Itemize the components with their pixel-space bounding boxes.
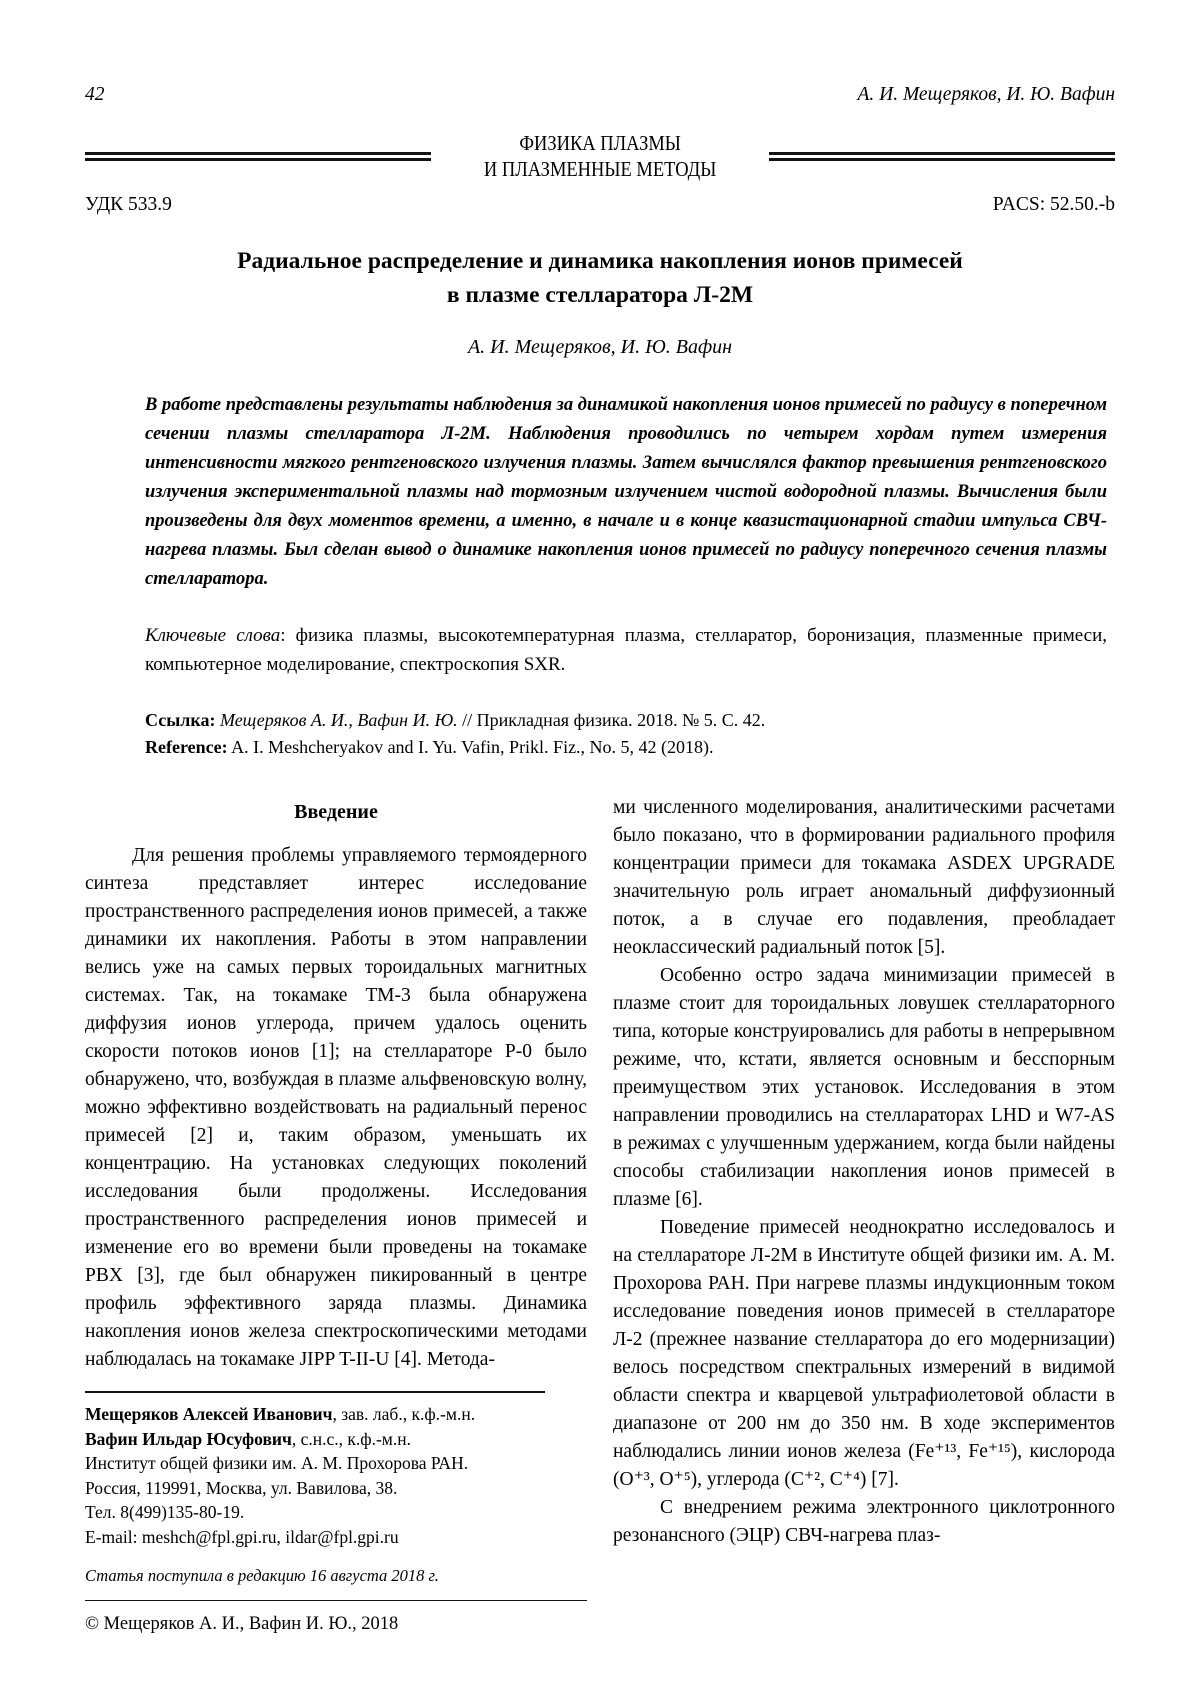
left-column xyxy=(85,794,587,1638)
author-info-line xyxy=(85,1402,587,1427)
author-info xyxy=(85,1402,587,1549)
author-name: Вафин Ильдар Юсуфович xyxy=(85,1428,292,1449)
received-date: Статья поступила в редакцию 16 августа 2018 г. xyxy=(85,1566,439,1585)
running-head xyxy=(85,84,1115,106)
banner-rule-left xyxy=(85,152,431,161)
section-title xyxy=(455,130,746,182)
section-title-line1: ФИЗИКА ПЛАЗМЫ xyxy=(519,131,681,155)
body-columns xyxy=(85,794,1115,1638)
running-head-authors: А. И. Мещеряков, И. Ю. Вафин xyxy=(857,84,1115,105)
keywords xyxy=(145,621,1107,679)
article-title-line2: в плазме стелларатора Л-2М xyxy=(446,282,754,308)
section-banner xyxy=(85,130,1115,182)
affiliation-line: Институт общей физики им. А. М. Прохорова РАН. xyxy=(85,1453,469,1473)
phone-line: Тел. 8(499)135-80-19. xyxy=(85,1502,245,1522)
body-paragraph: ми численного моделирования, аналитическими расчетами было показано, что в формировании радиального профиля концентрации примеси для токамака ASDEX UPGRADE значительную роль играет аномальный диффузионный поток, а в случае его подавления, преобладает неоклассический радиальный поток [5]. xyxy=(613,797,1115,958)
body-paragraph: Для решения проблемы управляемого термоядерного синтеза представляет интерес исследование пространственного распределения ионов примесей, а также динамики их накопления. Работы в этом направлении велись уже на самых первых тороидальных магнитных системах. Так, на токамаке ТМ-3 была обнаружена диффузия ионов углерода, причем удалось оценить скорости потоков ионов [1]; на стеллараторе Р-0 было обнаружено, что, возбуждая в плазме альфвеновскую волну, можно эффективно воздействовать на радиальный перенос примесей [2] и, таким образом, уменьшать их концентрацию. На установках следующих поколений исследования были продолжены. Исследования пространственного распределения ионов примесей и изменение его во времени были проведены на токамаке PBX [3], где был обнаружен пикированный в центре профиль эффективного заряда плазмы. Динамика накопления ионов железа спектроскопическими методами наблюдалась на токамаке JIPP T-II-U [4]. Метода- xyxy=(85,845,587,1370)
pacs-code: PACS: 52.50.-b xyxy=(992,194,1115,215)
right-column xyxy=(613,794,1115,1638)
email-line: E-mail: meshch@fpl.gpi.ru, ildar@fpl.gpi.ru xyxy=(85,1526,399,1547)
citation-en-label: Reference: xyxy=(145,736,228,757)
keywords-label: Ключевые слова xyxy=(145,625,281,646)
copyright-divider xyxy=(85,1600,587,1601)
address-line: Россия, 119991, Москва, ул. Вавилова, 38. xyxy=(85,1477,398,1498)
citation-block xyxy=(145,707,1107,760)
citation-en xyxy=(145,734,1107,761)
body-paragraph: С внедрением режима электронного циклотронного резонансного (ЭЦР) СВЧ-нагрева плаз- xyxy=(613,1497,1115,1546)
author-role: , зав. лаб., к.ф.-м.н. xyxy=(332,1404,476,1424)
banner-rule-right xyxy=(769,152,1115,161)
section-title-line2: И ПЛАЗМЕННЫЕ МЕТОДЫ xyxy=(483,157,717,181)
citation-ru xyxy=(145,707,1107,734)
abstract: В работе представлены результаты наблюдения за динамикой накопления ионов примесей по радиусу в поперечном сечении плазмы стелларатора Л-2М. Наблюдения проводились по четырем хордам путем измерения интенсивности мягкого рентгеновского излучения плазмы. Затем вычислялся фактор превышения рентгеновского излучения экспериментальной плазмы над тормозным излучением чистой водородной плазмы. Вычисления были произведены для двух моментов времени, а именно, в начале и в конце квазистационарной стадии импульса СВЧ-нагрева плазмы. Был сделан вывод о динамике накопления ионов примесей по радиусу поперечного сечения плазмы стелларатора. xyxy=(145,395,1107,589)
copyright-line: © Мещеряков А. И., Вафин И. Ю., 2018 xyxy=(85,1614,399,1634)
page-number: 42 xyxy=(85,84,105,105)
body-paragraph: Особенно остро задача минимизации примесей в плазме стоит для тороидальных ловушек стеллараторного типа, которые конструировались для работы в непрерывном режиме, что, кстати, является основным и бесспорным преимуществом этих установок. Исследования в этом направлении проводились на стеллараторах LHD и W7-AS в режимах с улучшенным удержанием, когда были найдены способы стабилизации накопления ионов примесей в плазме [6]. xyxy=(613,965,1115,1210)
keywords-text: : физика плазмы, высокотемпературная плазма, стелларатор, боронизация, плазменные примеси, компьютерное моделирование, спектроскопия SXR. xyxy=(145,625,1107,675)
author-name: Мещеряков Алексей Иванович xyxy=(85,1404,333,1424)
citation-ru-rest: // Прикладная физика. 2018. № 5. С. 42. xyxy=(462,710,766,730)
article-title-line1: Радиальное распределение и динамика накопления ионов примесей xyxy=(237,248,963,274)
article-authors: А. И. Мещеряков, И. Ю. Вафин xyxy=(467,336,733,358)
body-paragraph: Поведение примесей неоднократно исследовалось и на стеллараторе Л-2М в Институте общей физики им. А. М. Прохорова РАН. При нагреве плазмы индукционным током исследование поведения ионов примесей в стеллараторе Л-2 (прежнее название стелларатора до его модернизации) велось посредством спектральных измерений в видимой области спектра и кварцевой ультрафиолетовой области в диапазоне от 200 нм до 350 нм. В ходе экспериментов наблюдались линии ионов железа (Fe⁺¹³, Fe⁺¹⁵), кислорода (O⁺³, O⁺⁵), углерода (C⁺², C⁺⁴) [7]. xyxy=(613,1217,1115,1490)
author-info-line xyxy=(85,1427,587,1452)
footnote-divider xyxy=(85,1391,545,1393)
citation-en-text: A. I. Meshcheryakov and I. Yu. Vafin, Prikl. Fiz., No. 5, 42 (2018). xyxy=(227,736,714,757)
citation-ru-authors: Мещеряков А. И., Вафин И. Ю. xyxy=(215,710,463,730)
article-title xyxy=(85,244,1115,312)
udk-code: УДК 533.9 xyxy=(85,194,172,215)
codes-row xyxy=(85,194,1115,216)
author-role: , с.н.с., к.ф.-м.н. xyxy=(291,1428,411,1449)
intro-heading: Введение xyxy=(294,801,378,823)
citation-ru-label: Ссылка: xyxy=(145,710,216,730)
